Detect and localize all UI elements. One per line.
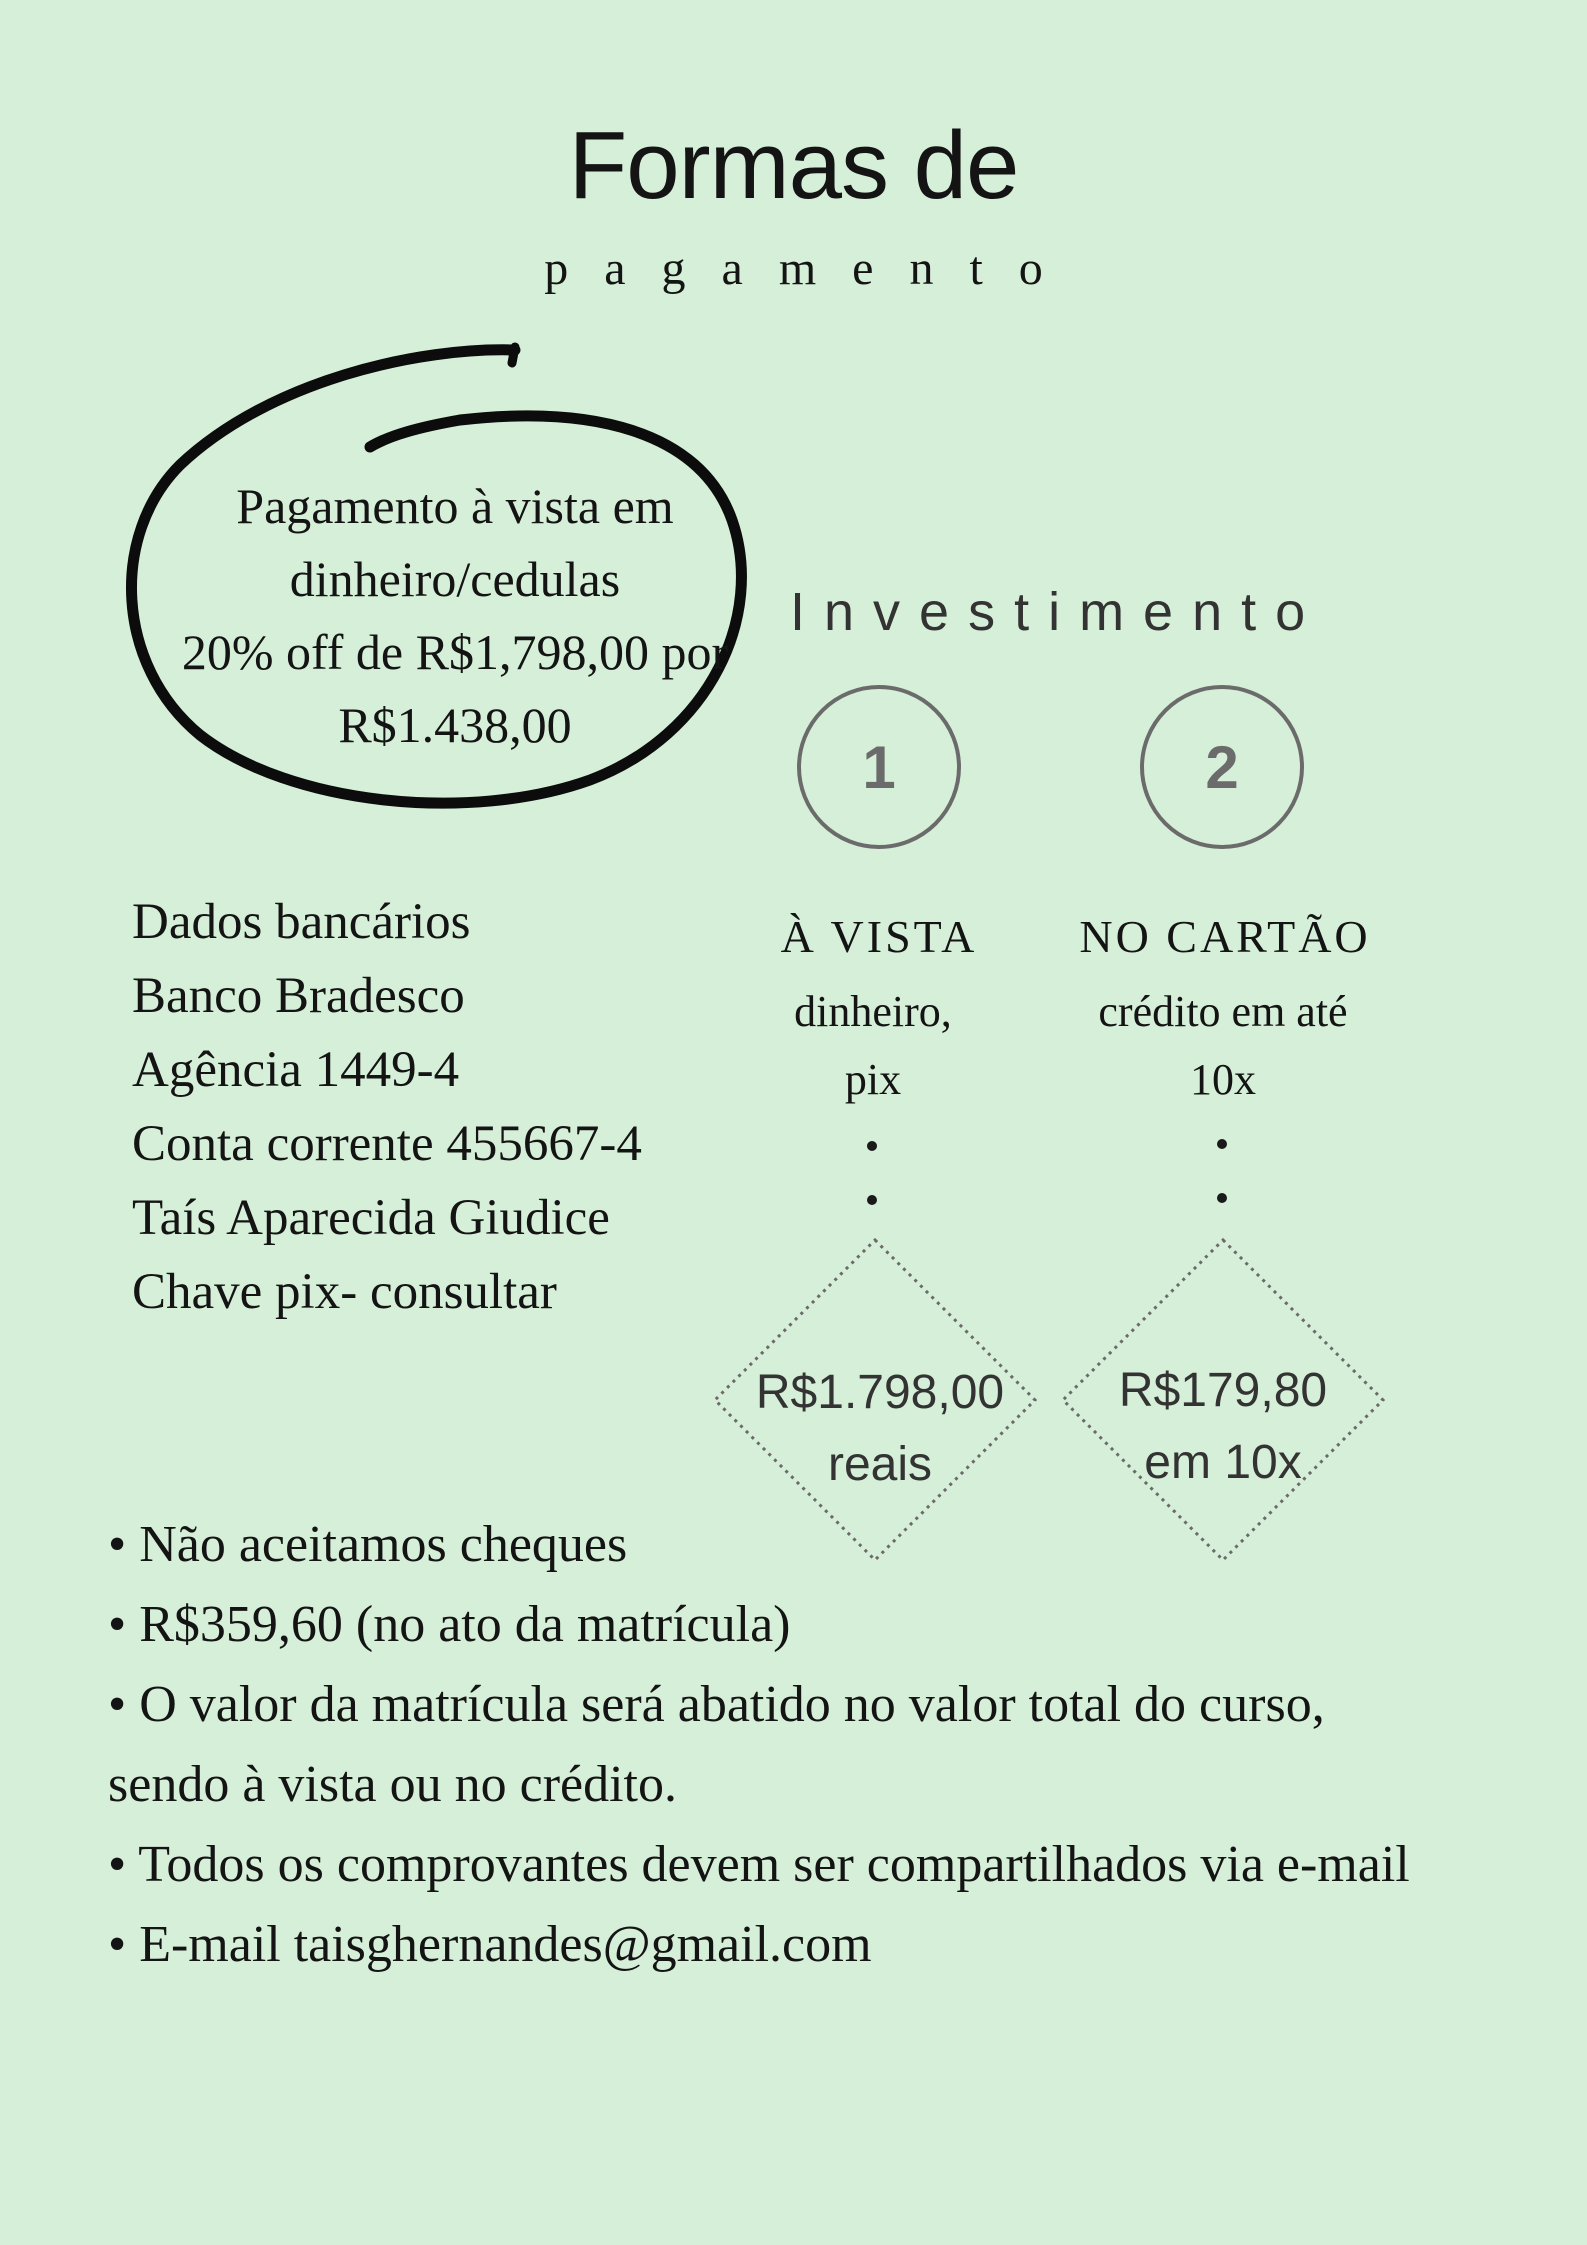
option-detail-1	[693, 978, 1053, 1114]
investment-label: Investimento	[790, 582, 1325, 642]
promo-line: R$1.438,00	[338, 697, 572, 753]
note-item: • Não aceitamos cheques	[108, 1516, 628, 1573]
promo-line: 20% off de R$1,798,00 por	[181, 624, 729, 680]
bank-line: Taís Aparecida Giudice	[132, 1190, 610, 1246]
bank-line: Agência 1449-4	[132, 1042, 460, 1098]
bank-line: Banco Bradesco	[132, 968, 465, 1024]
bullet-dot	[1217, 1139, 1227, 1149]
note-item: • E-mail taisghernandes@gmail.com	[108, 1916, 872, 1973]
bank-line: Chave pix- consultar	[132, 1264, 557, 1320]
option-number-1: 1	[797, 685, 961, 849]
promo-line: Pagamento à vista em	[236, 478, 674, 534]
price-1	[720, 1357, 1040, 1501]
page-title: Formas de	[568, 112, 1019, 219]
price-line: R$179,80	[1118, 1364, 1328, 1417]
page-subtitle: pagamento	[544, 242, 1079, 295]
price-line: em 10x	[1144, 1436, 1302, 1489]
option-detail-line: dinheiro,	[794, 987, 952, 1036]
bank-details	[132, 885, 642, 1329]
bullet-dot	[867, 1141, 877, 1151]
option-detail-2	[1043, 978, 1403, 1114]
price-line: R$1.798,00	[755, 1366, 1005, 1419]
promo-line: dinheiro/cedulas	[289, 551, 621, 607]
option-number-2: 2	[1140, 685, 1304, 849]
price-2	[1063, 1355, 1383, 1499]
note-item: • O valor da matrícula será abatido no valor total do curso, sendo à vista ou no crédito.	[108, 1676, 1325, 1813]
bullet-dot	[1217, 1193, 1227, 1203]
bullet-dot	[867, 1195, 877, 1205]
note-item: • Todos os comprovantes devem ser compartilhados via e-mail	[108, 1836, 1410, 1893]
promo-text	[140, 470, 770, 762]
bank-line: Dados bancários	[132, 894, 471, 950]
bank-line: Conta corrente 455667-4	[132, 1116, 642, 1172]
notes-list	[108, 1505, 1488, 1985]
price-line: reais	[827, 1438, 933, 1491]
note-item: • R$359,60 (no ato da matrícula)	[108, 1596, 791, 1653]
option-detail-line: crédito em até	[1098, 987, 1348, 1036]
option-title-2: NO CARTÃO	[1079, 911, 1371, 962]
option-title-1: À VISTA	[780, 911, 978, 962]
option-detail-line: pix	[844, 1055, 902, 1104]
option-detail-line: 10x	[1190, 1055, 1256, 1104]
